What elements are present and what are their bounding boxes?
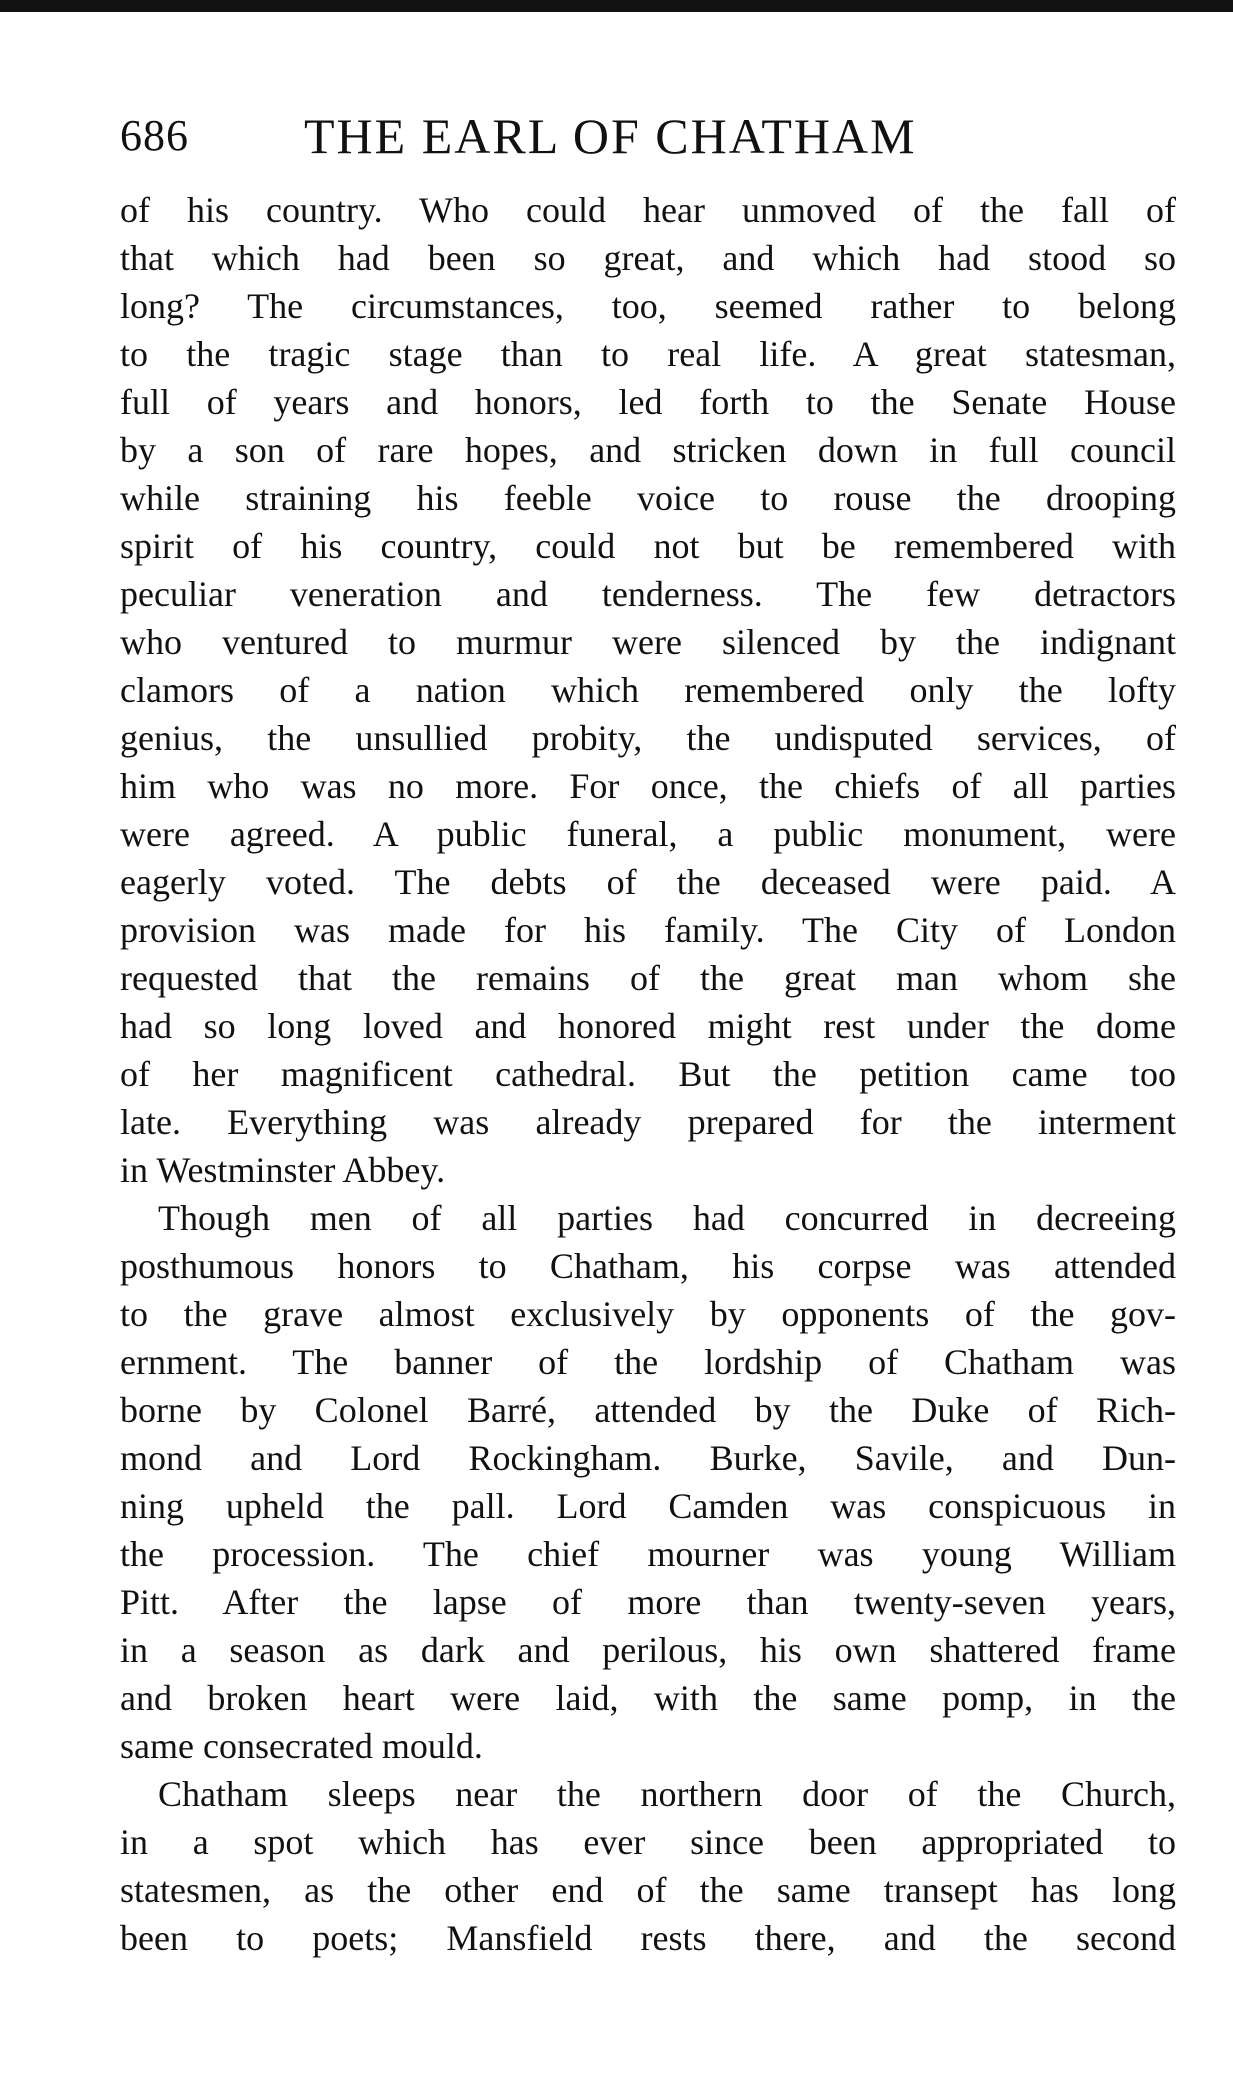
text-line: spirit of his country, could not but be remembered with xyxy=(120,526,1176,566)
text-line: him who was no more. For once, the chiefs of all parties xyxy=(120,766,1176,806)
text-line: long? The circumstances, too, seemed rather to belong xyxy=(120,286,1176,326)
text-line: to the tragic stage than to real life. A great statesman, xyxy=(120,334,1176,374)
text-line: had so long loved and honored might rest under the dome xyxy=(120,1006,1176,1046)
text-line: in a spot which has ever since been appropriated to xyxy=(120,1822,1176,1862)
text-line: full of years and honors, led forth to the Senate House xyxy=(120,382,1176,422)
text-line: and broken heart were laid, with the same pomp, in the xyxy=(120,1678,1176,1718)
text-line: clamors of a nation which remembered only the lofty xyxy=(120,670,1176,710)
text-line: statesmen, as the other end of the same transept has long xyxy=(120,1870,1176,1910)
text-line: Though men of all parties had concurred in decreeing xyxy=(158,1198,1176,1238)
text-line: of his country. Who could hear unmoved of the fall of xyxy=(120,190,1176,230)
text-line: in a season as dark and perilous, his own shattered frame xyxy=(120,1630,1176,1670)
text-line: by a son of rare hopes, and stricken down in full council xyxy=(120,430,1176,470)
text-line: while straining his feeble voice to rouse the drooping xyxy=(120,478,1176,518)
running-title: THE EARL OF CHATHAM xyxy=(304,108,917,164)
text-line: that which had been so great, and which had stood so xyxy=(120,238,1176,278)
text-line: been to poets; Mansfield rests there, and the second xyxy=(120,1918,1176,1958)
text-line: eagerly voted. The debts of the deceased were paid. A xyxy=(120,862,1176,902)
page-number: 686 xyxy=(120,111,189,160)
text-line: peculiar veneration and tenderness. The few detractors xyxy=(120,574,1176,614)
text-line: Pitt. After the lapse of more than twenty-seven years, xyxy=(120,1582,1176,1622)
text-line: posthumous honors to Chatham, his corpse was attended xyxy=(120,1246,1176,1286)
paragraph xyxy=(120,1194,1176,1770)
text-line: same consecrated mould. xyxy=(120,1726,483,1766)
text-line: to the grave almost exclusively by opponents of the gov- xyxy=(120,1294,1176,1334)
text-line: provision was made for his family. The City of London xyxy=(120,910,1176,950)
text-line: mond and Lord Rockingham. Burke, Savile, and Dun- xyxy=(120,1438,1176,1478)
page-header xyxy=(120,106,1176,166)
text-line: late. Everything was already prepared for the interment xyxy=(120,1102,1176,1142)
text-line: who ventured to murmur were silenced by the indignant xyxy=(120,622,1176,662)
text-line: the procession. The chief mourner was young William xyxy=(120,1534,1176,1574)
text-line: requested that the remains of the great man whom she xyxy=(120,958,1176,998)
text-line: borne by Colonel Barré, attended by the Duke of Rich- xyxy=(120,1390,1176,1430)
text-line: ernment. The banner of the lordship of Chatham was xyxy=(120,1342,1176,1382)
top-border-rule xyxy=(0,0,1233,12)
paragraph xyxy=(120,186,1176,1194)
text-line: of her magnificent cathedral. But the petition came too xyxy=(120,1054,1176,1094)
text-line: Chatham sleeps near the northern door of the Church, xyxy=(158,1774,1176,1814)
text-line: genius, the unsullied probity, the undisputed services, of xyxy=(120,718,1176,758)
text-line: ning upheld the pall. Lord Camden was conspicuous in xyxy=(120,1486,1176,1526)
text-line: in Westminster Abbey. xyxy=(120,1150,446,1190)
body-text xyxy=(120,186,1176,1962)
paragraph xyxy=(120,1770,1176,1962)
text-line: were agreed. A public funeral, a public monument, were xyxy=(120,814,1176,854)
